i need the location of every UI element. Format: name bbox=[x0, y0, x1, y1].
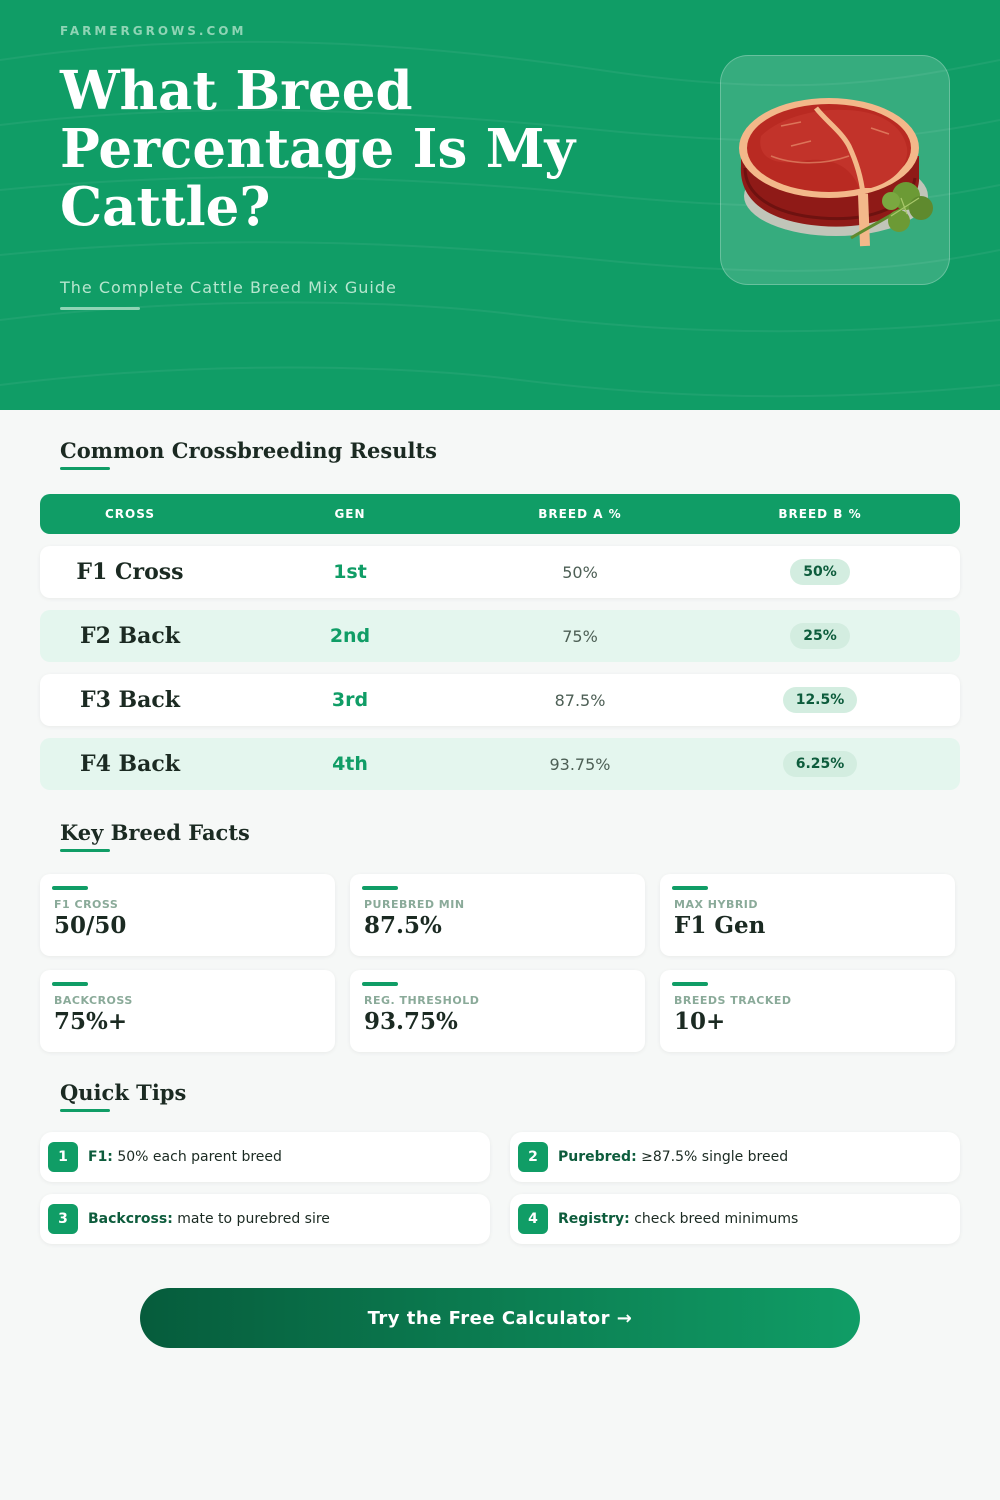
table-row bbox=[40, 610, 960, 662]
column-header-breed-b: BREED B % bbox=[778, 507, 862, 521]
cross-name: F2 Back bbox=[79, 623, 181, 649]
tip-number-badge: 1 bbox=[48, 1142, 78, 1172]
card-accent-bar bbox=[362, 982, 398, 986]
column-header-breed-a: BREED A % bbox=[538, 507, 622, 521]
fact-card bbox=[40, 970, 335, 1052]
breed-b-percent-badge: 12.5% bbox=[783, 687, 858, 713]
card-accent-bar bbox=[52, 982, 88, 986]
tip-keyword: Backcross: bbox=[88, 1211, 173, 1227]
cross-name: F3 Back bbox=[79, 687, 181, 713]
card-accent-bar bbox=[362, 886, 398, 890]
hero-image-frame bbox=[720, 55, 950, 285]
section-underline bbox=[60, 1109, 110, 1112]
generation: 3rd bbox=[331, 689, 369, 711]
facts-section-title: Key Breed Facts bbox=[60, 820, 250, 845]
fact-value: F1 Gen bbox=[674, 912, 766, 939]
fact-label: MAX HYBRID bbox=[674, 898, 759, 911]
tip-number-badge: 4 bbox=[518, 1204, 548, 1234]
cross-name: F1 Cross bbox=[76, 559, 184, 585]
fact-label: REG. THRESHOLD bbox=[364, 994, 480, 1007]
table-row bbox=[40, 546, 960, 598]
breed-b-percent-badge: 25% bbox=[790, 623, 850, 649]
fact-value: 50/50 bbox=[54, 912, 127, 939]
generation: 1st bbox=[333, 561, 367, 583]
breed-b-percent-badge: 6.25% bbox=[783, 751, 858, 777]
tip-text bbox=[88, 1149, 282, 1165]
fact-card bbox=[660, 970, 955, 1052]
fact-label: BACKCROSS bbox=[54, 994, 133, 1007]
section-underline bbox=[60, 467, 110, 470]
tip-text bbox=[88, 1211, 330, 1227]
fact-label: F1 CROSS bbox=[54, 898, 119, 911]
tips-section-title: Quick Tips bbox=[60, 1080, 187, 1105]
section-underline bbox=[60, 849, 110, 852]
tip-text bbox=[558, 1211, 798, 1227]
tip-item bbox=[510, 1194, 960, 1244]
card-accent-bar bbox=[672, 886, 708, 890]
generation: 2nd bbox=[329, 625, 371, 647]
tip-description: check breed minimums bbox=[629, 1211, 799, 1227]
fact-card bbox=[40, 874, 335, 956]
tip-item bbox=[40, 1194, 490, 1244]
breed-b-percent-badge: 50% bbox=[790, 559, 850, 585]
hero-banner bbox=[0, 0, 1000, 410]
table-header bbox=[40, 494, 960, 534]
tip-number-badge: 2 bbox=[518, 1142, 548, 1172]
table-row bbox=[40, 738, 960, 790]
tip-text bbox=[558, 1149, 788, 1165]
cross-name: F4 Back bbox=[79, 751, 181, 777]
table-row bbox=[40, 674, 960, 726]
breed-a-percent: 87.5% bbox=[554, 690, 606, 710]
fact-card bbox=[350, 970, 645, 1052]
site-brand: FARMERGROWS.COM bbox=[60, 24, 247, 38]
page-title: What Breed Percentage Is My Cattle? bbox=[60, 60, 576, 238]
fact-label: BREEDS TRACKED bbox=[674, 994, 792, 1007]
crossbreeding-section-title: Common Crossbreeding Results bbox=[60, 438, 437, 463]
page-subtitle: The Complete Cattle Breed Mix Guide bbox=[60, 278, 397, 297]
fact-card bbox=[660, 874, 955, 956]
tip-description: 50% each parent breed bbox=[112, 1149, 282, 1165]
tip-keyword: Registry: bbox=[558, 1211, 630, 1227]
steak-with-parsley-icon bbox=[731, 86, 946, 256]
fact-card bbox=[350, 874, 645, 956]
tip-number-badge: 3 bbox=[48, 1204, 78, 1234]
tip-description: ≥87.5% single breed bbox=[636, 1149, 789, 1165]
fact-value: 10+ bbox=[674, 1008, 726, 1035]
generation: 4th bbox=[332, 753, 368, 775]
subtitle-underline bbox=[60, 307, 140, 310]
fact-value: 87.5% bbox=[364, 912, 442, 939]
card-accent-bar bbox=[672, 982, 708, 986]
tip-keyword: F1: bbox=[88, 1149, 113, 1165]
tip-item bbox=[510, 1132, 960, 1182]
fact-label: PUREBRED MIN bbox=[364, 898, 465, 911]
column-header-gen: GEN bbox=[334, 507, 366, 521]
tip-item bbox=[40, 1132, 490, 1182]
fact-value: 93.75% bbox=[364, 1008, 458, 1035]
card-accent-bar bbox=[52, 886, 88, 890]
breed-a-percent: 93.75% bbox=[549, 754, 611, 774]
breed-a-percent: 75% bbox=[562, 626, 598, 646]
breed-a-percent: 50% bbox=[562, 562, 598, 582]
fact-value: 75%+ bbox=[54, 1008, 128, 1035]
tip-description: mate to purebred sire bbox=[172, 1211, 330, 1227]
column-header-cross: CROSS bbox=[105, 507, 155, 521]
tip-keyword: Purebred: bbox=[558, 1149, 637, 1165]
try-calculator-button[interactable]: Try the Free Calculator → bbox=[140, 1288, 860, 1348]
